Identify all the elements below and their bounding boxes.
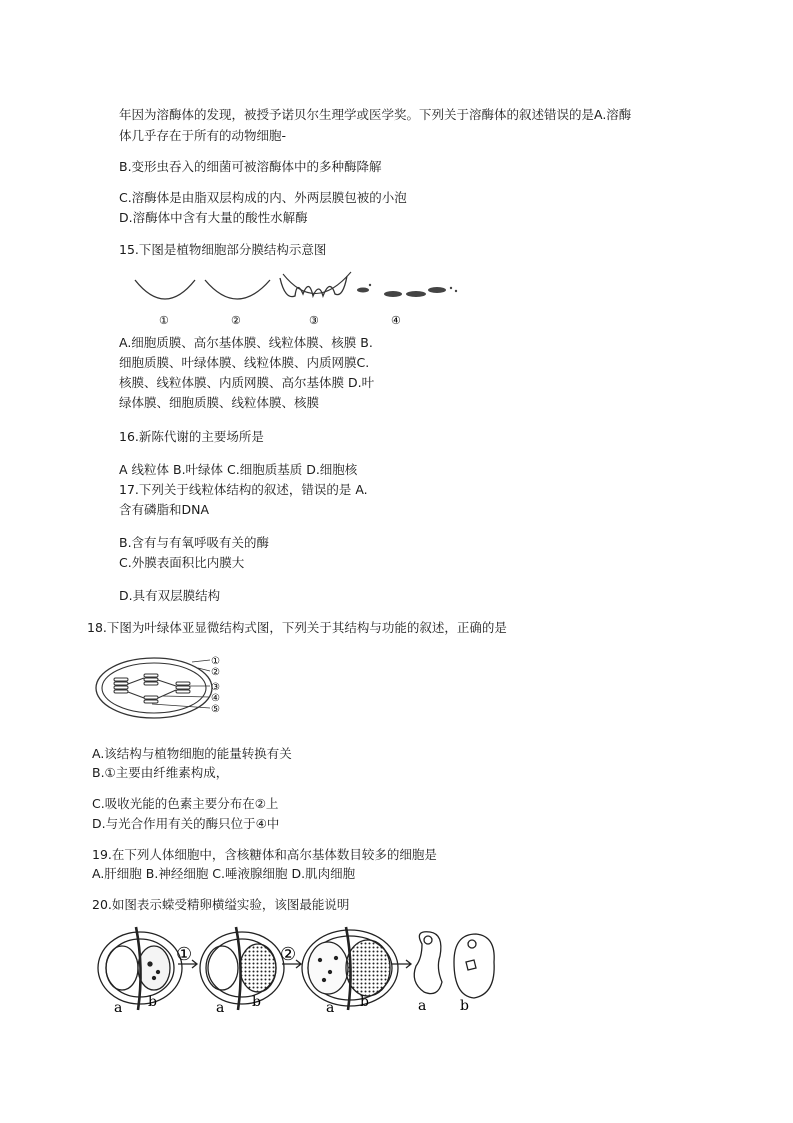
q18-option-d: D.与光合作用有关的酶只位于④中 — [92, 816, 280, 831]
q17-option-a: 含有磷脂和DNA — [119, 502, 210, 517]
q15-option-line2: 细胞质膜、叶绿体膜、线粒体膜、内质网膜C. — [119, 355, 370, 370]
q18-option-a: A.该结构与植物细胞的能量转换有关 — [92, 746, 292, 761]
fig18-label-5: ⑤ — [211, 704, 220, 715]
q14-option-d: D.溶酶体中含有大量的酸性水解酶 — [119, 210, 308, 225]
fig18-label-2: ② — [211, 667, 220, 678]
fig20-label-b4: b — [460, 998, 469, 1014]
q15-option-line4: 绿体膜、细胞质膜、线粒体膜、核膜 — [119, 395, 320, 410]
q15-option-line1: A.细胞质膜、高尔基体膜、线粒体膜、核膜 B. — [119, 335, 373, 350]
stage2-step-label: ② — [280, 944, 297, 965]
stage1-step-label: ① — [176, 944, 193, 965]
q20-stem: 20.如图表示蝾受精卵横缢实验，该图最能说明 — [92, 897, 350, 912]
q20-egg-ligation-figure — [92, 922, 502, 1014]
stage-4 — [414, 932, 494, 998]
q14-option-b: B.变形虫吞入的细菌可被溶酶体中的多种酶降解 — [119, 159, 382, 174]
stage-2 — [200, 927, 284, 1010]
q15-stem: 15.下图是植物细胞部分膜结构示意图 — [119, 242, 327, 257]
stage-3 — [302, 927, 398, 1010]
q19-options: A.肝细胞 B.神经细胞 C.唾液腺细胞 D.肌肉细胞 — [92, 866, 356, 881]
fig20-label-a3: a — [326, 1000, 335, 1014]
q17-option-c: C.外膜表面积比内膜大 — [119, 555, 245, 570]
fig20-label-b3: b — [360, 994, 369, 1010]
q15-membrane-figure — [125, 268, 475, 330]
q17-stem: 17.下列关于线粒体结构的叙述，错误的是 A. — [119, 482, 368, 497]
fig18-label-1: ① — [211, 656, 220, 667]
fig15-label-4: ④ — [391, 314, 401, 327]
er-fragments — [357, 284, 457, 297]
q17-option-d: D.具有双层膜结构 — [119, 588, 221, 603]
fig20-label-b1: b — [148, 994, 157, 1010]
fig20-label-a1: a — [114, 1000, 123, 1014]
q18-chloroplast-figure — [92, 650, 242, 728]
q18-stem: 18.下图为叶绿体亚显微结构式图，下列关于其结构与功能的叙述，正确的是 — [87, 620, 507, 635]
q17-option-b: B.含有与有氧呼吸有关的酶 — [119, 535, 270, 550]
q15-option-line3: 核膜、线粒体膜、内质网膜、高尔基体膜 D.叶 — [119, 375, 375, 390]
q19-stem: 19.在下列人体细胞中，含核糖体和高尔基体数目较多的细胞是 — [92, 847, 437, 862]
q18-option-b: B.①主要由纤维素构成， — [92, 765, 229, 780]
q14-stem-line1: 年因为溶酶体的发现，被授予诺贝尔生理学或医学奖。下列关于溶酶体的叙述错误的是A.溶酶 — [119, 107, 632, 122]
fig15-label-3: ③ — [309, 314, 319, 327]
fig15-label-2: ② — [231, 314, 241, 327]
fig20-label-a2: a — [216, 1000, 225, 1014]
fig18-label-4: ④ — [211, 693, 220, 704]
stage-1 — [98, 927, 182, 1010]
fig20-label-a4: a — [418, 998, 427, 1014]
fig20-label-b2: b — [252, 994, 261, 1010]
q14-stem-line2: 体几乎存在于所有的动物细胞- — [119, 128, 287, 143]
q16-stem: 16.新陈代谢的主要场所是 — [119, 429, 264, 444]
q16-options: A 线粒体 B.叶绿体 C.细胞质基质 D.细胞核 — [119, 462, 358, 477]
fig18-label-3: ③ — [211, 682, 220, 693]
fig15-label-1: ① — [159, 314, 169, 327]
q18-option-c: C.吸收光能的色素主要分布在②上 — [92, 796, 279, 811]
q14-option-c: C.溶酶体是由脂双层构成的内、外两层膜包被的小泡 — [119, 190, 407, 205]
